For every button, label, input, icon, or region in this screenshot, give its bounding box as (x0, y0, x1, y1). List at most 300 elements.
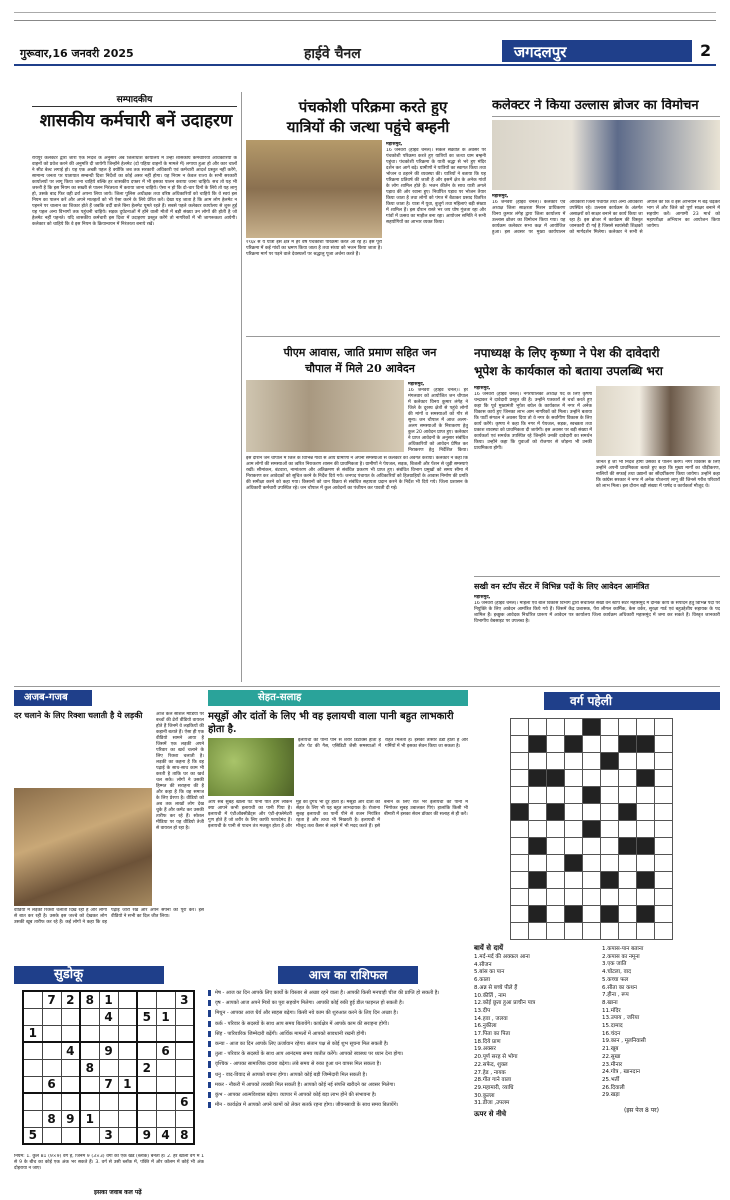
sudoku-cell (61, 1025, 80, 1042)
sudoku (14, 966, 204, 1196)
down-clue: 13.उपाय , जरिया (602, 1015, 640, 1022)
crossword-cell (529, 821, 547, 838)
crossword-across-label: बायें से दायें (474, 944, 504, 952)
sudoku-cell (156, 1093, 175, 1110)
crossword-cell (601, 872, 619, 889)
editorial-label (32, 92, 237, 104)
sudoku-cell (137, 1093, 156, 1110)
story2-dateline: महासमुंद, (492, 194, 509, 199)
sudoku-cell (23, 1110, 42, 1127)
sudoku-cell: 8 (80, 1059, 99, 1076)
sudoku-cell (80, 1093, 99, 1110)
crossword-cell (511, 753, 529, 770)
crossword-cell (583, 804, 601, 821)
down-clue: 7.हीना , रूप (602, 992, 629, 999)
sudoku-cell: 3 (175, 991, 194, 1008)
rashifal-item: मकर - नौकरी में आपको तरक्की मिल सकती है। आपको कोई नई संपत्ति खरीदने का अवसर मिलेगा। (208, 1082, 468, 1088)
sudoku-cell: 1 (118, 1076, 137, 1093)
crossword-cell (547, 923, 565, 940)
crossword-cell (601, 804, 619, 821)
crossword-cell (637, 872, 655, 889)
down-clue: 21.खूब (602, 1046, 619, 1053)
crossword-cell (547, 838, 565, 855)
crossword-cell (565, 872, 583, 889)
crossword-cell (547, 753, 565, 770)
sudoku-cell (61, 1059, 80, 1076)
health-photo (208, 738, 294, 796)
sudoku-cell (99, 1059, 118, 1076)
story5-body: 16 जनवरी (हाईवे चैनल)। महिला एवं बाल विकास विभाग द्वारा संचालित सखी वन स्टॉप सेंटर महासमुंद में दैनिक कार्य के संपादन हेतु विभिन्न पदों पर नियुक्ति के लिए आवेदन आमंत्रित किये गये हैं। जिसमें केंद्र प्रशासक, पैरा लीगल कार्मिक, केस वर्कर, सुरक्षा गार्ड एवं बहुउद्देशीय सहायक के पद शामिल हैं। इच्छुक आवेदक निर्धारित प्रारूप में आवेदन पत्र कार्यालय जिला कार्यक्रम अधिकारी महासमुंद में जमा कर सकते हैं। विस्तृत जानकारी विभागीय वेबसाइट पर उपलब्ध है। (474, 601, 720, 624)
sudoku-cell (118, 991, 137, 1008)
editorial-section: सम्पादकीय (116, 95, 153, 105)
down-clue: 5.कच्चा फल (602, 976, 629, 983)
story3-title-1: पीएम आवास, जाति प्रमाण सहित जन (283, 346, 437, 359)
sudoku-grid (22, 990, 195, 1145)
crossword-cell (655, 889, 673, 906)
crossword-cell (655, 804, 673, 821)
crossword-cell (637, 804, 655, 821)
crossword-cell (529, 906, 547, 923)
down-clue: 3.एक जाति (602, 961, 627, 968)
story4-dateline: महासमुंद, (474, 386, 491, 391)
crossword-cell (511, 804, 529, 821)
crossword-cell (655, 770, 673, 787)
crossword-cell (547, 770, 565, 787)
crossword-cell (565, 719, 583, 736)
crossword-cell (511, 770, 529, 787)
sudoku-cell (175, 1059, 194, 1076)
rashifal-item: कन्या - आज का दिन आपके लिए ऊर्जावान रहेगा। संतान पक्ष से कोई शुभ सूचना मिल सकती है। (208, 1041, 468, 1047)
story-jan-chaupal (246, 342, 468, 682)
crossword (474, 690, 720, 1190)
crossword-cell (583, 906, 601, 923)
crossword-cell (601, 753, 619, 770)
sudoku-cell (42, 1042, 61, 1059)
crossword-cell (565, 770, 583, 787)
crossword-cell (529, 872, 547, 889)
health-body: आप सब सुबह खाली पेट पानी पीते होंगे लेकिन क्या आपने कभी इलायची का पानी पिया है। इलायची में एंटीऑक्सीडेंट्स और एंटी-इंफ्लेमेटरी गुण होते हैं जो शरीर के लिए काफी फायदेमंद हैं। इलायची के पानी से पाचन तंत्र मजबूत होता है और मुंह की दुर्गंध भी दूर होती है। मसूड़ों और दांतों की सेहत के लिए भी यह बहुत लाभदायक है। रोजाना सुबह इलायची का पानी पीने से वजन नियंत्रित रहता है और त्वचा भी निखरती है। इलायची में मौजूद तत्व कैंसर से लड़ने में भी मदद करते हैं। इसे बनाने के लिए रात भर इलायची को पानी में भिगोकर सुबह उबालकर पिएं। हालांकि किसी भी बीमारी में इसका सेवन डॉक्टर की सलाह से ही करें। (208, 800, 468, 829)
down-clue: 6.सीता का कथन (602, 984, 637, 991)
story1-photo (246, 140, 382, 238)
crossword-cell (619, 736, 637, 753)
crossword-cell (583, 821, 601, 838)
sudoku-cell: 4 (156, 1127, 175, 1144)
crossword-cell (511, 923, 529, 940)
crossword-cell (529, 923, 547, 940)
crossword-cell (637, 719, 655, 736)
down-clue: 4.चोटला, वाद (602, 969, 631, 976)
health-body-cont: इलायची का पानी पीने से शरीर डिटॉक्स होता है और पेट की गैस, एसिडिटी जैसी समस्याओं में राहत मिलती है। इसकी तासीर ठंडी होती है और गर्मियों में भी इसका सेवन किया जा सकता है। (298, 738, 468, 749)
sudoku-cell: 1 (80, 1110, 99, 1127)
crossword-cell (547, 736, 565, 753)
sudoku-cell (137, 1076, 156, 1093)
story1-body: 16 जनवरी (हाईवे चैनल)। सकल संक्रांति के अवसर पर पंचकोशी परिक्रमा करते हुए यात्रियों का जत्था ग्राम बम्हनी पहुंचा। पंचकोशी परिक्रमा के यात्री श्रद्धा से भरे हुए मंदिर दर्शन कर आगे बढ़े। ग्रामीणों ने यात्रियों का स्वागत किया तथा भोजन व ठहरने की व्यवस्था की। यात्रियों ने बताया कि यह परिक्रमा प्रतिवर्ष की जाती है और इसमें क्षेत्र के अनेक गांवों के लोग शामिल होते हैं। भजन कीर्तन के साथ यात्री अगले पड़ाव की ओर रवाना हुए। निर्धारित पड़ाव पर भोजन तैयार किया जाता है तथा लोगों को पंगत में बैठाकर प्रसाद वितरित किया जाता है। यात्रा में युवा, बुजुर्ग तथा महिलाएं बड़ी संख्या में शामिल हैं। इस दौरान रास्ते भर जय घोष गूंजता रहा और गांवों में उत्सव का माहौल बना रहा। आयोजन समिति ने सभी सहयोगियों का आभार व्यक्त किया। (386, 148, 486, 225)
rashifal-item: सिंह - पारिवारिक जिम्मेदारी बढ़ेंगी। आर्थिक मामलों में आपको सावधानी रखनी होगी। (208, 1031, 468, 1037)
crossword-cell (619, 838, 637, 855)
health (208, 690, 468, 960)
rashifal-item: वृश्चिक - आपका सामाजिक दायरा बढ़ेगा। लंबे समय से रुका हुआ धन वापस मिल सकता है। (208, 1061, 468, 1067)
sudoku-cell: 6 (175, 1093, 194, 1110)
sudoku-cell (23, 1076, 42, 1093)
sudoku-cell (80, 1127, 99, 1144)
sudoku-cell (23, 1008, 42, 1025)
editorial-body: रायपुर कलेक्टर द्वारा जारी एक निर्देश के अनुसार अब जिलाधीश कार्यालय में उन्हीं शासकीय कर्मचारियों अधिकारियों के वाहनों को प्रवेश करने की अनुमति दी जायेगी जिन्होंने हेलमेट (दो पहिया वाहनों के मामले में) लगाया हुआ हो और कार चालों ने सीट बेल्ट लगाई हो। यह एक अच्छी पहल है क्योंकि जब तक सरकारी अधिकारी एवं कर्मचारी आदर्श प्रस्तुत नहीं करेंगे, सामान्य जनता पर यातायात सम्बन्धी दिशा निर्देशों का कोई असर नहीं होगा। यह नियम न केवल राज्य के सभी सरकारी कार्यालयों पर लागू किया जाना चाहिये बल्कि हर शासकीय दफ्तर में भी इसका पालन कराया जाना चाहिये। सच तो यह भी जरूरी है कि इस नियम का सख्ती से पालन निरंतरता में कराया जाना चाहिये। ऐसा न हो कि दो-चार दिनों के लिये तो यह लागू हो, उसके बाद फिर वही ढर्रा अपना लिया जाये। जिला पुलिस अधीक्षक तथा वरिष्ठ अधिकारियों को चाहिये कि वे स्वयं इस नियम का पालन करें और अपने मातहतों को भी ऐसा करने के लिये प्रेरित करें। देखा यह जाता है कि आम लोग हेलमेट न पहनने पर चालान का शिकार होते हैं जबकि वर्दी वाले बिना हेलमेट घूमते रहते हैं। सबसे पहले कलेक्टर कार्यालय से शुरू हुई यह पहल अन्य विभागों तक पहुंचनी चाहिये। सड़क दुर्घटनाओं में होने वाली मौतों में बड़ी संख्या उन लोगों की होती है जो हेलमेट नहीं पहनते। यदि शासकीय कर्मचारी इस दिशा में उदाहरण प्रस्तुत करेंगे तो नागरिकों में भी जागरूकता आयेगी। कलेक्टर को चाहिये कि वे इस नियम के क्रियान्वयन में निरंतरता बनाये रखें। (32, 156, 237, 227)
crossword-cell (583, 855, 601, 872)
rashifal-label: आज का राशिफल (278, 966, 418, 984)
across-clue: 28.गीत गाने वाला (474, 1077, 512, 1084)
across-clue: 5.बांस का पान (474, 969, 505, 976)
sudoku-cell (137, 1025, 156, 1042)
crossword-cell (583, 736, 601, 753)
sudoku-cell (156, 1110, 175, 1127)
sudoku-cell: 7 (99, 1076, 118, 1093)
across-clue: 12.कोई छूता हुआ प्राचीन पात्र (474, 1000, 536, 1007)
rashifal-item: वृष - आपको आज अपने मित्रों का पूरा सहयोग मिलेगा। आपकी कोई रुकी हुई डील फाइनल हो सकती है। (208, 1000, 468, 1006)
crossword-cell (601, 821, 619, 838)
sudoku-answer-note: इसका जवाब कल पढ़ें (94, 1189, 142, 1196)
down-clue: 11.मंदिर (602, 1007, 621, 1014)
across-clue: 31.डीजा ,उपलम (474, 1100, 510, 1107)
crossword-answer-note: (इस पेज 8 पर) (624, 1107, 659, 1114)
sudoku-cell (80, 1025, 99, 1042)
story2-photo (492, 120, 720, 190)
across-clue: 10.कीर्ति , नाम (474, 992, 506, 999)
sudoku-cell (23, 1059, 42, 1076)
crossword-cell (655, 855, 673, 872)
crossword-cell (511, 889, 529, 906)
sudoku-cell: 9 (137, 1127, 156, 1144)
down-clue: 1.कपास-पान बताना (602, 946, 644, 952)
crossword-cell (511, 838, 529, 855)
crossword-label: वर्ग पहेली (544, 692, 720, 710)
crossword-cell (529, 855, 547, 872)
sudoku-cell: 1 (23, 1025, 42, 1042)
crossword-cell (511, 855, 529, 872)
across-clue: 14.हवा , जलवा (474, 1015, 508, 1022)
sudoku-cell: 1 (99, 991, 118, 1008)
across-clue: 13.दीप (474, 1007, 491, 1014)
sudoku-cell (118, 1059, 137, 1076)
rashifal-item: कर्क - परिवार के सदस्यों के साथ आप समय बितायेंगे। कार्यक्षेत्र में आपके काम की सराहना होगी। (208, 1021, 468, 1027)
crossword-cell (655, 906, 673, 923)
across-clue: 19.अक्सर (474, 1046, 496, 1053)
crossword-cell (547, 872, 565, 889)
crossword-cell (619, 906, 637, 923)
crossword-cell (655, 838, 673, 855)
across-clue: 1.मर्द-मर्द की अक्कल आना (474, 954, 530, 960)
crossword-cell (547, 787, 565, 804)
story2-title: कलेक्टर ने किया उल्लास ब्रोजर का विमोचन (492, 98, 699, 113)
sudoku-cell: 8 (42, 1110, 61, 1127)
crossword-cell (529, 736, 547, 753)
crossword-cell (637, 770, 655, 787)
sudoku-cell (42, 1059, 61, 1076)
sudoku-cell (137, 1110, 156, 1127)
health-title: मसूड़ों और दांतों के लिए भी वह इलायची वाला पानी बहुत लाभकारी होता है. (208, 711, 454, 735)
editorial (32, 92, 237, 572)
down-clue: 19.कान , मूलनिवासी (602, 1038, 646, 1045)
crossword-cell (583, 770, 601, 787)
crossword-cell (619, 770, 637, 787)
crossword-cell (637, 753, 655, 770)
crossword-cell (565, 736, 583, 753)
sudoku-cell (61, 1076, 80, 1093)
story4-body-cont: जानते हैं जो भी निर्देश होगा उसका वे पालन करेंगे। नगर विकास के लिए उन्होंने अपनी प्राथमिकता बताते हुए कहा कि मुख्य मार्गों का चौड़ीकरण, नालियों की सफाई तथा उद्यानों का सौंदर्यीकरण किया जायेगा। उन्होंने कहा कि कांग्रेस सरकार ने नगर में अनेक योजनाएं लागू कीं जिनसे गरीब परिवारों को लाभ मिला। इस दौरान बड़ी संख्या में पार्षद व कार्यकर्ता मौजूद थे। (596, 460, 720, 489)
sudoku-cell: 9 (61, 1110, 80, 1127)
crossword-cell (637, 787, 655, 804)
sudoku-cell: 4 (99, 1008, 118, 1025)
sudoku-cell (99, 1110, 118, 1127)
rashifal-item: तुला - परिवार के सदस्यों के साथ आप आनंदमय समय व्यतीत करेंगे। आपको स्वास्थ्य पर ध्यान देना होगा। (208, 1051, 468, 1057)
crossword-down-label: ऊपर से नीचे (474, 1110, 507, 1118)
story4-title-1: नपाध्यक्ष के लिए कृष्णा ने पेश की दावेदारी (474, 346, 660, 360)
sudoku-cell (42, 1127, 61, 1144)
crossword-cell (511, 736, 529, 753)
crossword-grid (510, 718, 673, 940)
sudoku-cell: 2 (61, 991, 80, 1008)
crossword-cell (619, 719, 637, 736)
crossword-cell (583, 787, 601, 804)
story3-photo (246, 380, 404, 452)
sudoku-cell (61, 1008, 80, 1025)
crossword-cell (637, 906, 655, 923)
sudoku-cell: 8 (80, 991, 99, 1008)
crossword-cell (619, 804, 637, 821)
story4-title-2: भूपेश के कार्यकाल को बताया उपलब्धि भरा (474, 364, 663, 378)
masthead-edition: जगदलपुर (514, 43, 567, 61)
crossword-cell (565, 906, 583, 923)
down-clue: 23.मीनार (602, 1061, 623, 1068)
sudoku-cell: 5 (137, 1008, 156, 1025)
rashifal-item: मीन - कार्यक्षेत्र में आपको अपने कामों को लेकर सतर्क रहना होगा। जीवनसाथी के साथ समय बितायेंगे। (208, 1102, 468, 1108)
ajab-title: दर चलाने के लिए रिक्शा चलाती है ये लड़की (14, 710, 143, 720)
crossword-cell (583, 872, 601, 889)
story-napadhyaksh (474, 342, 720, 572)
ajab-body-cont: वीडियो में लड़की रिक्शा चलाती दिख रही है और लोगों से बात कर रही है। उसके इस जज्बे को देखकर लोग उसकी खूब तारीफ कर रहे हैं। कई लोगों ने कहा कि वह पढ़ाई जारी रखे और अपने सपनों को पूरा करे। इस वीडियो ने सभी का दिल जीत लिया। (14, 908, 204, 925)
down-clue: 26.दिवाली (602, 1084, 625, 1091)
crossword-cell (511, 719, 529, 736)
rashifal-item: धनु - वाद-विवाद से आपको बचना होगा। आपको कोई बड़ी जिम्मेदारी मिल सकती है। (208, 1072, 468, 1078)
story3-body-cont: इस दौरान जन चौपाल में जिले के विभिन्न गांवों से आये ग्रामीणों ने अपनी समस्याओं से कलेक्टर को अवगत कराया। कलेक्टर ने कहा कि आम लोगों की समस्याओं का त्वरित निराकरण शासन की प्राथमिकता है। ग्रामीणों ने पेयजल, सड़क, बिजली और पेंशन से जुड़ी समस्याएं रखीं। सीमांकन, बंटवारा, नामांतरण और अतिक्रमण से संबंधित प्रकरण भी प्राप्त हुए। संबंधित विभाग प्रमुखों को समय सीमा में निराकरण कर आवेदकों को सूचित करने के निर्देश दिये गये। जनपद पंचायत के अधिकारियों को हितग्राहियों के आवास निर्माण की प्रगति की समीक्षा करने को कहा गया। किसानों को धान विक्रय से संबंधित सहायता प्रदान करने के निर्देश भी दिये गये। जिला प्रशासन के अधिकारी कर्मचारी उपस्थित रहे। जन चौपाल में कुल आवेदनों का पंजीयन कर पावती दी गई। (246, 456, 468, 491)
masthead-date: गुरूवार,16 जनवरी 2025 (20, 47, 134, 60)
masthead-paper: हाईवे चैनल (304, 46, 361, 62)
sudoku-cell: 6 (42, 1076, 61, 1093)
across-clue: 6.काला (474, 977, 491, 984)
sudoku-cell (99, 1025, 118, 1042)
down-clue: 16.चंदन (602, 1030, 621, 1037)
sudoku-cell (156, 991, 175, 1008)
crossword-down-list (602, 946, 720, 1100)
crossword-cell (655, 872, 673, 889)
crossword-cell (511, 906, 529, 923)
crossword-cell (583, 923, 601, 940)
down-clue: 29.खड़ा (602, 1092, 620, 1099)
story-ullas (492, 92, 720, 330)
crossword-cell (619, 923, 637, 940)
crossword-cell (619, 872, 637, 889)
ajab-photo (14, 788, 152, 906)
sudoku-cell (156, 1076, 175, 1093)
crossword-cell (637, 923, 655, 940)
story2-body: 16 जनवरी (हाईवे चैनल)। कलेक्टर एवं अध्यक्ष जिला साक्षरता मिशन प्राधिकरण विनय कुमार लंगेह द्वारा जिला कार्यालय में उल्लास ब्रोजर का विमोचन किया गया। यह कार्यक्रम कलेक्टर सभा कक्ष में आयोजित हुआ। इस अवसर पर मुख्य कार्यपालन अधिकारी जिला पंचायत तथा अन्य अधिकारी उपस्थित रहे। उल्लास कार्यक्रम के अंतर्गत असाक्षरों को साक्षर बनाने का कार्य किया जा रहा है। इस ब्रोजर में कार्यक्रम की विस्तृत जानकारी दी गई है जिससे स्वयंसेवी शिक्षकों को मार्गदर्शन मिलेगा। कलेक्टर ने सभी से अपील की कि वे इस अभियान में बढ़ चढ़कर भाग लें और जिले को पूर्ण साक्षर बनाने में सहयोग करें। आगामी 23 मार्च को महापरीक्षा अभियान का आयोजन किया जायेगा। (492, 200, 720, 235)
sudoku-cell (137, 991, 156, 1008)
story1-dateline: महासमुंद, (386, 142, 403, 147)
story1-body-cont: १९६४ से ये यात्री इस क्षेत्र में हर वर्ष पंचकोशी परिक्रमा करते आ रहे हैं। इस पूरी परिक्रमा में कई गांवों का भ्रमण किया जाता है तथा संध्या को भजन किया जाता है। परिक्रमा मार्ग पर पड़ने वाले देवस्थलों पर श्रद्धालु पूजा अर्चना करते हैं। (246, 240, 382, 257)
sudoku-cell (42, 1008, 61, 1025)
sudoku-cell (80, 1076, 99, 1093)
sudoku-cell (175, 1025, 194, 1042)
sudoku-cell: 4 (61, 1042, 80, 1059)
crossword-cell (637, 855, 655, 872)
across-clue: 8.अन्न से बच्चे पीले हैं (474, 984, 518, 991)
crossword-cell (529, 770, 547, 787)
crossword-cell (601, 838, 619, 855)
crossword-cell (619, 753, 637, 770)
sudoku-cell (156, 1059, 175, 1076)
masthead (14, 12, 716, 68)
sudoku-cell: 3 (99, 1127, 118, 1144)
crossword-cell (565, 821, 583, 838)
sudoku-cell (23, 1093, 42, 1110)
sudoku-cell: 6 (156, 1042, 175, 1059)
story3-dateline: महासमुंद, (408, 382, 425, 387)
crossword-cell (529, 787, 547, 804)
crossword-cell (511, 872, 529, 889)
crossword-cell (619, 855, 637, 872)
crossword-cell (637, 821, 655, 838)
sudoku-cell (118, 1008, 137, 1025)
story-sakhi (474, 576, 720, 684)
crossword-cell (601, 736, 619, 753)
story5-title: सखी वन स्टॉप सेंटर में विभिन्न पदों के लिए आवेदन आमंत्रित (474, 581, 650, 591)
crossword-cell (601, 906, 619, 923)
sudoku-cell (80, 1008, 99, 1025)
crossword-cell (529, 838, 547, 855)
across-clue: 20.पूर्ण सरह से भोगा (474, 1054, 518, 1061)
crossword-cell (655, 787, 673, 804)
story3-body: 16 जनवरी (हाईवे चैनल)। हर मंगलवार को आयोजित जन चौपाल में कलेक्टर विनय कुमार लंगेह ने जिले के दूरस्थ क्षेत्रों से पहुंचे लोगों की मांगों व समस्याओं को गौर से सुना। जन चौपाल में आज अलग-अलग समस्याओं के निराकरण हेतु कुल 20 आवेदन प्राप्त हुए। कलेक्टर ने प्राप्त आवेदनों के अनुसार संबंधित अधिकारियों को आवेदन प्रेषित कर निराकरण हेतु निर्देशित किया। (408, 388, 468, 452)
crossword-cell (655, 753, 673, 770)
crossword-cell (547, 906, 565, 923)
sudoku-cell (23, 991, 42, 1008)
story4-body: 16 जनवरी (हाईवे चैनल)। नगरपालिका अध्यक्ष पद के लिए कृष्णा चन्द्राकर ने दावेदारी प्रस्तुत की है। उन्होंने पत्रकारों से चर्चा करते हुए कहा कि पूर्व मुख्यमंत्री भूपेश बघेल के कार्यकाल में नगर में अनेक विकास कार्य हुए जिनका लाभ आम नागरिकों को मिला। उन्होंने बताया कि पार्टी संगठन ने अवसर दिया तो वे नगर के सर्वांगीण विकास के लिए कार्य करेंगे। कृष्णा ने कहा कि नगर में पेयजल, सड़क, स्वच्छता तथा प्रकाश व्यवस्था को प्राथमिकता दी जायेगी। इस अवसर पर बड़ी संख्या में कार्यकर्ता एवं समर्थक उपस्थित रहे जिन्होंने उनकी दावेदारी का समर्थन किया। उन्होंने कहा कि युवाओं को रोजगार से जोड़ना भी उनकी प्राथमिकता होगी। (474, 392, 592, 451)
sudoku-rules: नियम: 1. कुल 81 (9×9) वर्ग हैं, जिनमें 9 (3×3) वर्गों का एक खंड (ब्लॉक) बनता है। 2. हर खाली वर्ग में 1 से 9 के बीच का कोई एक अंक भर सकते हैं। 3. वर्ग से उसी ब्लॉक में, पंक्ति में और कॉलम में कोई भी अंक दोहराया न जाए। (14, 1154, 204, 1171)
across-clue: 16.नुकीला (474, 1023, 497, 1030)
sudoku-cell: 1 (156, 1008, 175, 1025)
across-clue: 18.दिये प्राण (474, 1038, 501, 1045)
sudoku-cell (175, 1110, 194, 1127)
story3-title-2: चौपाल में मिले 20 आवेदन (305, 362, 415, 375)
page-number: 2 (700, 41, 712, 60)
sudoku-cell (42, 1025, 61, 1042)
sudoku-cell (118, 1042, 137, 1059)
crossword-cell (601, 787, 619, 804)
crossword-cell (601, 889, 619, 906)
crossword-cell (601, 719, 619, 736)
crossword-cell (565, 804, 583, 821)
down-clue: 2.कपास का नमूना (602, 953, 640, 960)
rashifal-item: कुंभ - आपका आत्मविश्वास बढ़ेगा। व्यापार में आपको कोई बड़ा लाभ होने की संभावना है। (208, 1092, 468, 1098)
sudoku-cell (118, 1025, 137, 1042)
crossword-cell (619, 889, 637, 906)
crossword-cell (583, 719, 601, 736)
ajab-body: आज कल सोशल मीडिया पर बच्चों की ढेरों वीडियो वायरल होते हैं जिनमें वे लड़कियों की कहानी बताते हैं। ऐसा ही एक वीडियो सामने आया है जिसमें एक लड़की अपने परिवार का खर्च चलाने के लिए रिक्शा चलाती है। लड़की का कहना है कि वह पढ़ाई के साथ-साथ काम भी करती है ताकि घर का खर्च चल सके। लोगों ने उसकी हिम्मत की सराहना की है और कहा है कि वह समाज के लिए प्रेरणा है। वीडियो को अब तक लाखों लोग देख चुके हैं और कमेंट कर उसकी तारीफ कर रहे हैं। सोशल मीडिया पर यह वीडियो तेजी से वायरल हो रहा है। (156, 712, 204, 831)
crossword-cell (547, 804, 565, 821)
crossword-across-list (474, 954, 594, 1108)
story5-dateline: महासमुंद, (474, 595, 491, 600)
crossword-cell (601, 855, 619, 872)
crossword-cell (583, 753, 601, 770)
crossword-cell (511, 821, 529, 838)
crossword-cell (547, 855, 565, 872)
sudoku-cell: 8 (175, 1127, 194, 1144)
health-label: सेहत-सलाह (208, 690, 468, 706)
rashifal-item: मिथुन - आपका आज धैर्य और साहस बढ़ेगा। किसी नये काम की शुरुआत करने के लिए दिन अच्छा है। (208, 1010, 468, 1016)
sudoku-cell (99, 1093, 118, 1110)
sudoku-cell (156, 1025, 175, 1042)
sudoku-cell (118, 1110, 137, 1127)
crossword-cell (583, 889, 601, 906)
crossword-cell (655, 923, 673, 940)
sudoku-cell (137, 1042, 156, 1059)
crossword-cell (601, 770, 619, 787)
rashifal-item: मेष - आज का दिन आपके लिए कार्यों के विस्तार से अच्छा रहने वाला है। आपकी किसी मनचाही चीज की प्राप्ति हो सकती है। (208, 990, 468, 996)
crossword-cell (655, 719, 673, 736)
sudoku-cell: 5 (23, 1127, 42, 1144)
crossword-cell (601, 923, 619, 940)
ajab-label: अजब-गजब (14, 690, 92, 706)
sudoku-cell: 9 (99, 1042, 118, 1059)
sudoku-cell (118, 1093, 137, 1110)
across-clue: 27.हेड , नायक (474, 1069, 506, 1076)
crossword-cell (529, 719, 547, 736)
story4-photo (596, 386, 720, 456)
down-clue: 22.सुखा (602, 1053, 621, 1060)
sudoku-cell (23, 1042, 42, 1059)
rashifal-list (208, 990, 468, 1196)
down-clue: 25.भर्ती (602, 1076, 620, 1083)
sudoku-cell (175, 1042, 194, 1059)
crossword-cell (565, 923, 583, 940)
down-clue: 8.खाना (602, 999, 618, 1006)
crossword-cell (511, 787, 529, 804)
crossword-cell (565, 753, 583, 770)
sudoku-cell (175, 1076, 194, 1093)
crossword-cell (619, 821, 637, 838)
crossword-cell (547, 889, 565, 906)
crossword-cell (529, 753, 547, 770)
crossword-cell (565, 787, 583, 804)
crossword-cell (637, 736, 655, 753)
story1-title-2: यात्रियों की जत्था पहुंचे बम्हनी (286, 118, 450, 136)
sudoku-cell (118, 1127, 137, 1144)
crossword-cell (619, 787, 637, 804)
crossword-cell (583, 838, 601, 855)
sudoku-cell: 7 (42, 991, 61, 1008)
crossword-cell (529, 804, 547, 821)
sudoku-cell (80, 1042, 99, 1059)
sudoku-cell: 2 (137, 1059, 156, 1076)
crossword-cell (547, 719, 565, 736)
crossword-cell (655, 736, 673, 753)
sudoku-cell (175, 1008, 194, 1025)
across-clue: 4.सीजन (474, 961, 492, 968)
across-clue: 30.कुल्ला (474, 1092, 495, 1099)
crossword-cell (565, 855, 583, 872)
sudoku-cell (61, 1127, 80, 1144)
crossword-cell (547, 821, 565, 838)
down-clue: 24.गोत्र , खानदान (602, 1069, 640, 1076)
